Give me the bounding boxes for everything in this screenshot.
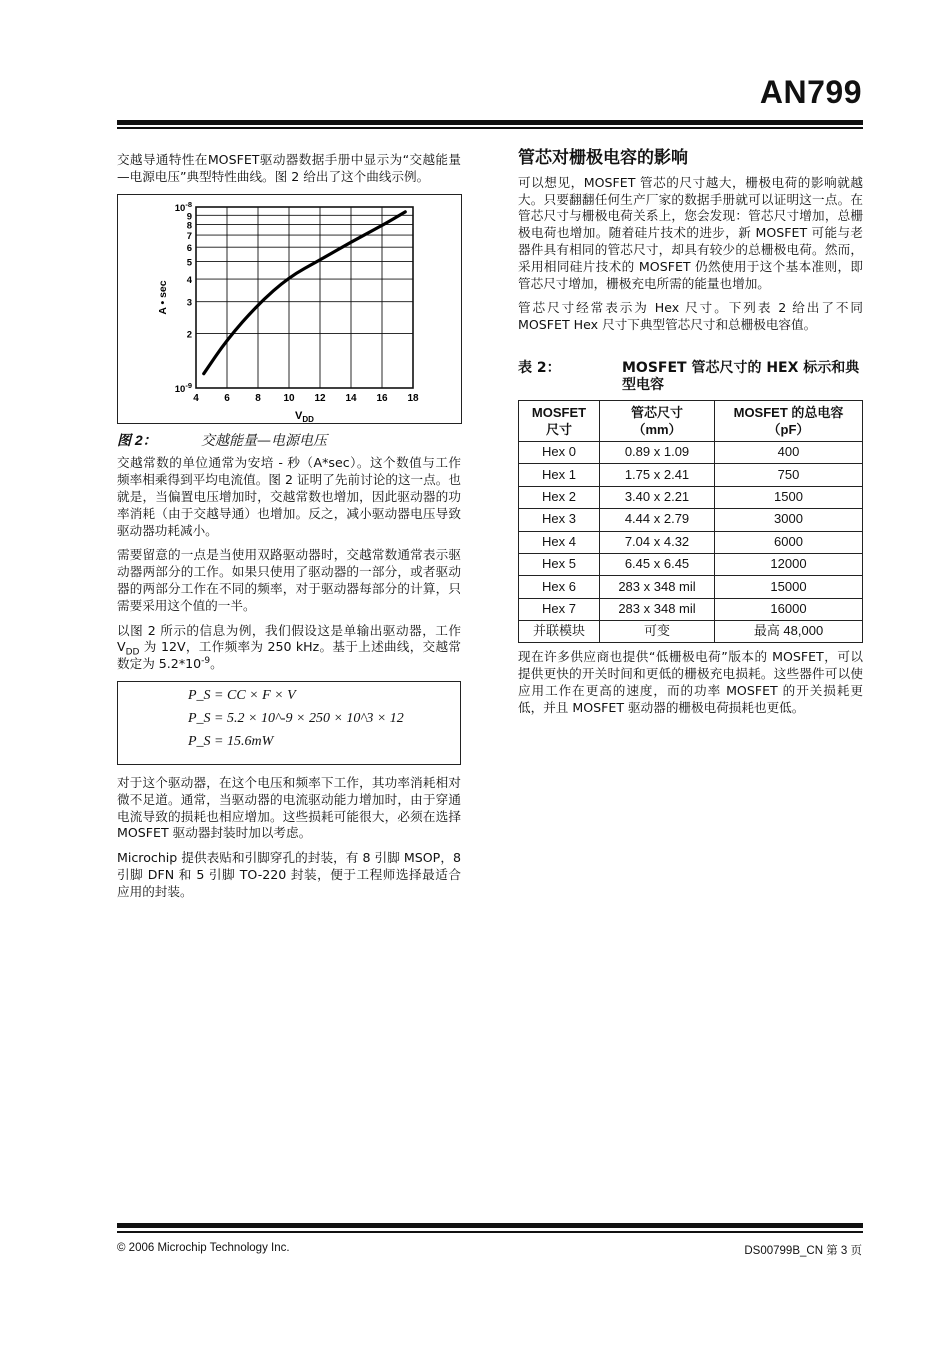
figure-number: 图 2： bbox=[117, 431, 157, 448]
table-cell-die-size: 4.44 x 2.79 bbox=[600, 509, 715, 531]
table-cell-hex: Hex 5 bbox=[519, 553, 600, 575]
footer-page-number: DS00799B_CN 第 3 页 bbox=[744, 1245, 862, 1257]
x-axis-label: $V_{DD}$ bbox=[295, 409, 314, 423]
y-tick-label: 5 bbox=[186, 257, 192, 269]
table-cell-die-size: 283 x 348 mil bbox=[600, 576, 715, 598]
y-tick-label: 7 bbox=[186, 230, 192, 242]
table-cell-die-size: 3.40 x 2.21 bbox=[600, 486, 715, 508]
p4-part-a: 以图 2 所示的信息为例，我们假设这是单输出驱动器，工作 V bbox=[117, 622, 461, 655]
table-cell-capacitance: 3000 bbox=[715, 509, 863, 531]
left-column bbox=[117, 152, 461, 909]
table-cell-capacitance: 12000 bbox=[715, 553, 863, 575]
x-tick-label: 12 bbox=[314, 392, 326, 404]
y-tick-label: 9 bbox=[186, 210, 192, 222]
plot-frame bbox=[196, 207, 413, 388]
table-title-text: MOSFET 管芯尺寸的 HEX 标示和典型电容 bbox=[622, 359, 860, 393]
document-id: AN799 bbox=[759, 74, 862, 110]
table-cell-capacitance: 最高 48,000 bbox=[715, 621, 863, 643]
table-cell-capacitance: 400 bbox=[715, 441, 863, 463]
figure-caption-text: 交越能量—电源电压 bbox=[201, 432, 327, 449]
crossover-energy-chart bbox=[117, 194, 462, 424]
y-tick-label: 4 bbox=[186, 274, 192, 286]
table-cell-capacitance: 750 bbox=[715, 464, 863, 486]
table-row bbox=[519, 531, 863, 553]
y-tick-label: 8 bbox=[186, 220, 192, 232]
table-cell-die-size: 可变 bbox=[600, 621, 715, 643]
figure-caption bbox=[117, 432, 461, 450]
footer-rule-thin bbox=[117, 1231, 863, 1233]
p4-superscript: -9 bbox=[201, 655, 211, 666]
left-paragraph-2: 交越常数的单位通常为安培 - 秒（A*sec）。这个数值与工作频率相乘得到平均电流值。图 2 证明了先前讨论的这一点。也就是，当偏置电压增加时，交越常数也增加，因此驱动器的功率消耗（由于交越导通）也增加。反之，减小驱动器电压导致驱动器功耗减小。 bbox=[117, 455, 461, 538]
table-row bbox=[519, 553, 863, 575]
table-cell-die-size: 1.75 x 2.41 bbox=[600, 464, 715, 486]
y-tick-label: 6 bbox=[186, 242, 192, 254]
x-tick-label: 6 bbox=[224, 392, 230, 404]
table-cell-die-size: 7.04 x 4.32 bbox=[600, 531, 715, 553]
p4-part-c: 。 bbox=[210, 656, 223, 672]
table-cell-die-size: 0.89 x 1.09 bbox=[600, 441, 715, 463]
y-tick-label: $10^{-8}$ bbox=[174, 199, 192, 214]
formula-line-2: P_S = 5.2 × 10^-9 × 250 × 10^3 × 12 bbox=[188, 710, 404, 726]
table-cell-hex: Hex 6 bbox=[519, 576, 600, 598]
table-cell-hex: Hex 2 bbox=[519, 486, 600, 508]
table-cell-capacitance: 1500 bbox=[715, 486, 863, 508]
power-formula-box bbox=[117, 681, 461, 765]
crossover-energy-curve bbox=[204, 211, 406, 373]
p4-part-b: 为 12V，工作频率为 250 kHz。基于上述曲线，交越常数定为 5.2*10 bbox=[117, 639, 461, 672]
right-paragraph-1: 可以想见，MOSFET 管芯的尺寸越大，栅极电荷的影响就越大。只要翻翻任何生产厂家的数据手册就可以证明这一点。在管芯尺寸与栅极电荷关系上，您会发现：管芯尺寸增加，总栅极电荷也增加。随着硅片技术的进步，新 MOSFET 可能与老器件具有相同的管芯尺寸，却具有较少的总栅极电荷。然而，采用相同硅片技术的 MOSFET 仍然使用于这个基本准则，即管芯尺寸增加，栅极充电所需的能量也增加。 bbox=[518, 174, 863, 291]
y-axis-label: A • sec bbox=[157, 279, 169, 315]
left-paragraph-5: 对于这个驱动器，在这个电压和频率下工作，其功率消耗相对微不足道。通常，当驱动器的电流驱动能力增加时，由于穿通电流导致的损耗也相应增加。这些损耗可能很大，必须在选择 MOSFET 驱动器封装时加以考虑。 bbox=[117, 774, 461, 841]
y-tick-label: 2 bbox=[186, 329, 192, 341]
table-cell-die-size: 283 x 348 mil bbox=[600, 598, 715, 620]
table-row bbox=[519, 464, 863, 486]
x-tick-label: 10 bbox=[283, 392, 295, 404]
table-cell-hex: Hex 3 bbox=[519, 509, 600, 531]
formula-line-3: P_S = 15.6mW bbox=[188, 733, 274, 749]
table-cell-hex: Hex 1 bbox=[519, 464, 600, 486]
table-number: 表 2： bbox=[518, 359, 561, 376]
table-title bbox=[518, 360, 863, 394]
table-header-row bbox=[519, 400, 863, 441]
table-row bbox=[519, 441, 863, 463]
footer-rule-thick bbox=[117, 1223, 863, 1228]
table-cell-hex: 并联模块 bbox=[519, 621, 600, 643]
hex-size-table bbox=[518, 400, 863, 644]
header-rule-thick bbox=[117, 120, 863, 125]
header-die-size: 管芯尺寸 （mm） bbox=[600, 400, 715, 441]
table-row bbox=[519, 621, 863, 643]
x-tick-label: 4 bbox=[193, 392, 199, 404]
formula-line-1: P_S = CC × F × V bbox=[188, 687, 296, 703]
chart-svg bbox=[118, 195, 461, 423]
table-row bbox=[519, 598, 863, 620]
header-rule-thin bbox=[117, 127, 863, 129]
left-paragraph-4 bbox=[117, 623, 461, 673]
table-cell-hex: Hex 7 bbox=[519, 598, 600, 620]
y-tick-label: 3 bbox=[186, 297, 192, 309]
right-paragraph-2: 管芯尺寸经常表示为 Hex 尺寸。下列表 2 给出了不同 MOSFET Hex 尺寸下典型管芯尺寸和总栅极电容值。 bbox=[518, 300, 863, 333]
table-cell-hex: Hex 4 bbox=[519, 531, 600, 553]
x-tick-label: 16 bbox=[376, 392, 388, 404]
right-paragraph-3: 现在许多供应商也提供“低栅极电荷”版本的 MOSFET，可以提供更快的开关时间和更低的栅极充电损耗。这些器件可以使应用工作在更高的速度，而的功率 MOSFET 的开关损耗更低，并且 MOSFET 驱动器的栅极电荷损耗也更低。 bbox=[518, 649, 863, 715]
table-cell-capacitance: 15000 bbox=[715, 576, 863, 598]
footer-copyright: © 2006 Microchip Technology Inc. bbox=[117, 1242, 290, 1254]
table-cell-capacitance: 6000 bbox=[715, 531, 863, 553]
left-paragraph-3: 需要留意的一点是当使用双路驱动器时，交越常数通常表示驱动器两部分的工作。如果只使用了驱动器的一部分，或者驱动器的两部分工作在不同的频率，对于驱动器每部分的计算，只需要采用这个值的一半。 bbox=[117, 547, 461, 613]
p4-subscript: DD bbox=[125, 647, 140, 658]
header-total-capacitance: MOSFET 的总电容 （pF） bbox=[715, 400, 863, 441]
table-row bbox=[519, 576, 863, 598]
x-tick-label: 18 bbox=[407, 392, 419, 404]
table-cell-hex: Hex 0 bbox=[519, 441, 600, 463]
right-column bbox=[518, 150, 863, 725]
header-mosfet-size: MOSFET 尺寸 bbox=[519, 400, 600, 441]
y-tick-label: $10^{-9}$ bbox=[174, 380, 192, 395]
table-row bbox=[519, 486, 863, 508]
left-paragraph-1: 交越导通特性在MOSFET驱动器数据手册中显示为“交越能量—电源电压”典型特性曲线。图 2 给出了这个曲线示例。 bbox=[117, 152, 461, 184]
table-cell-capacitance: 16000 bbox=[715, 598, 863, 620]
x-tick-label: 14 bbox=[345, 392, 357, 404]
table-cell-die-size: 6.45 x 6.45 bbox=[600, 553, 715, 575]
left-paragraph-6: Microchip 提供表贴和引脚穿孔的封装，有 8 引脚 MSOP，8 引脚 DFN 和 5 引脚 TO-220 封装，便于工程师选择最适合应用的封装。 bbox=[117, 850, 461, 899]
x-tick-label: 8 bbox=[255, 392, 261, 404]
table-row bbox=[519, 509, 863, 531]
section-title: 管芯对栅极电容的影响 bbox=[518, 148, 688, 168]
